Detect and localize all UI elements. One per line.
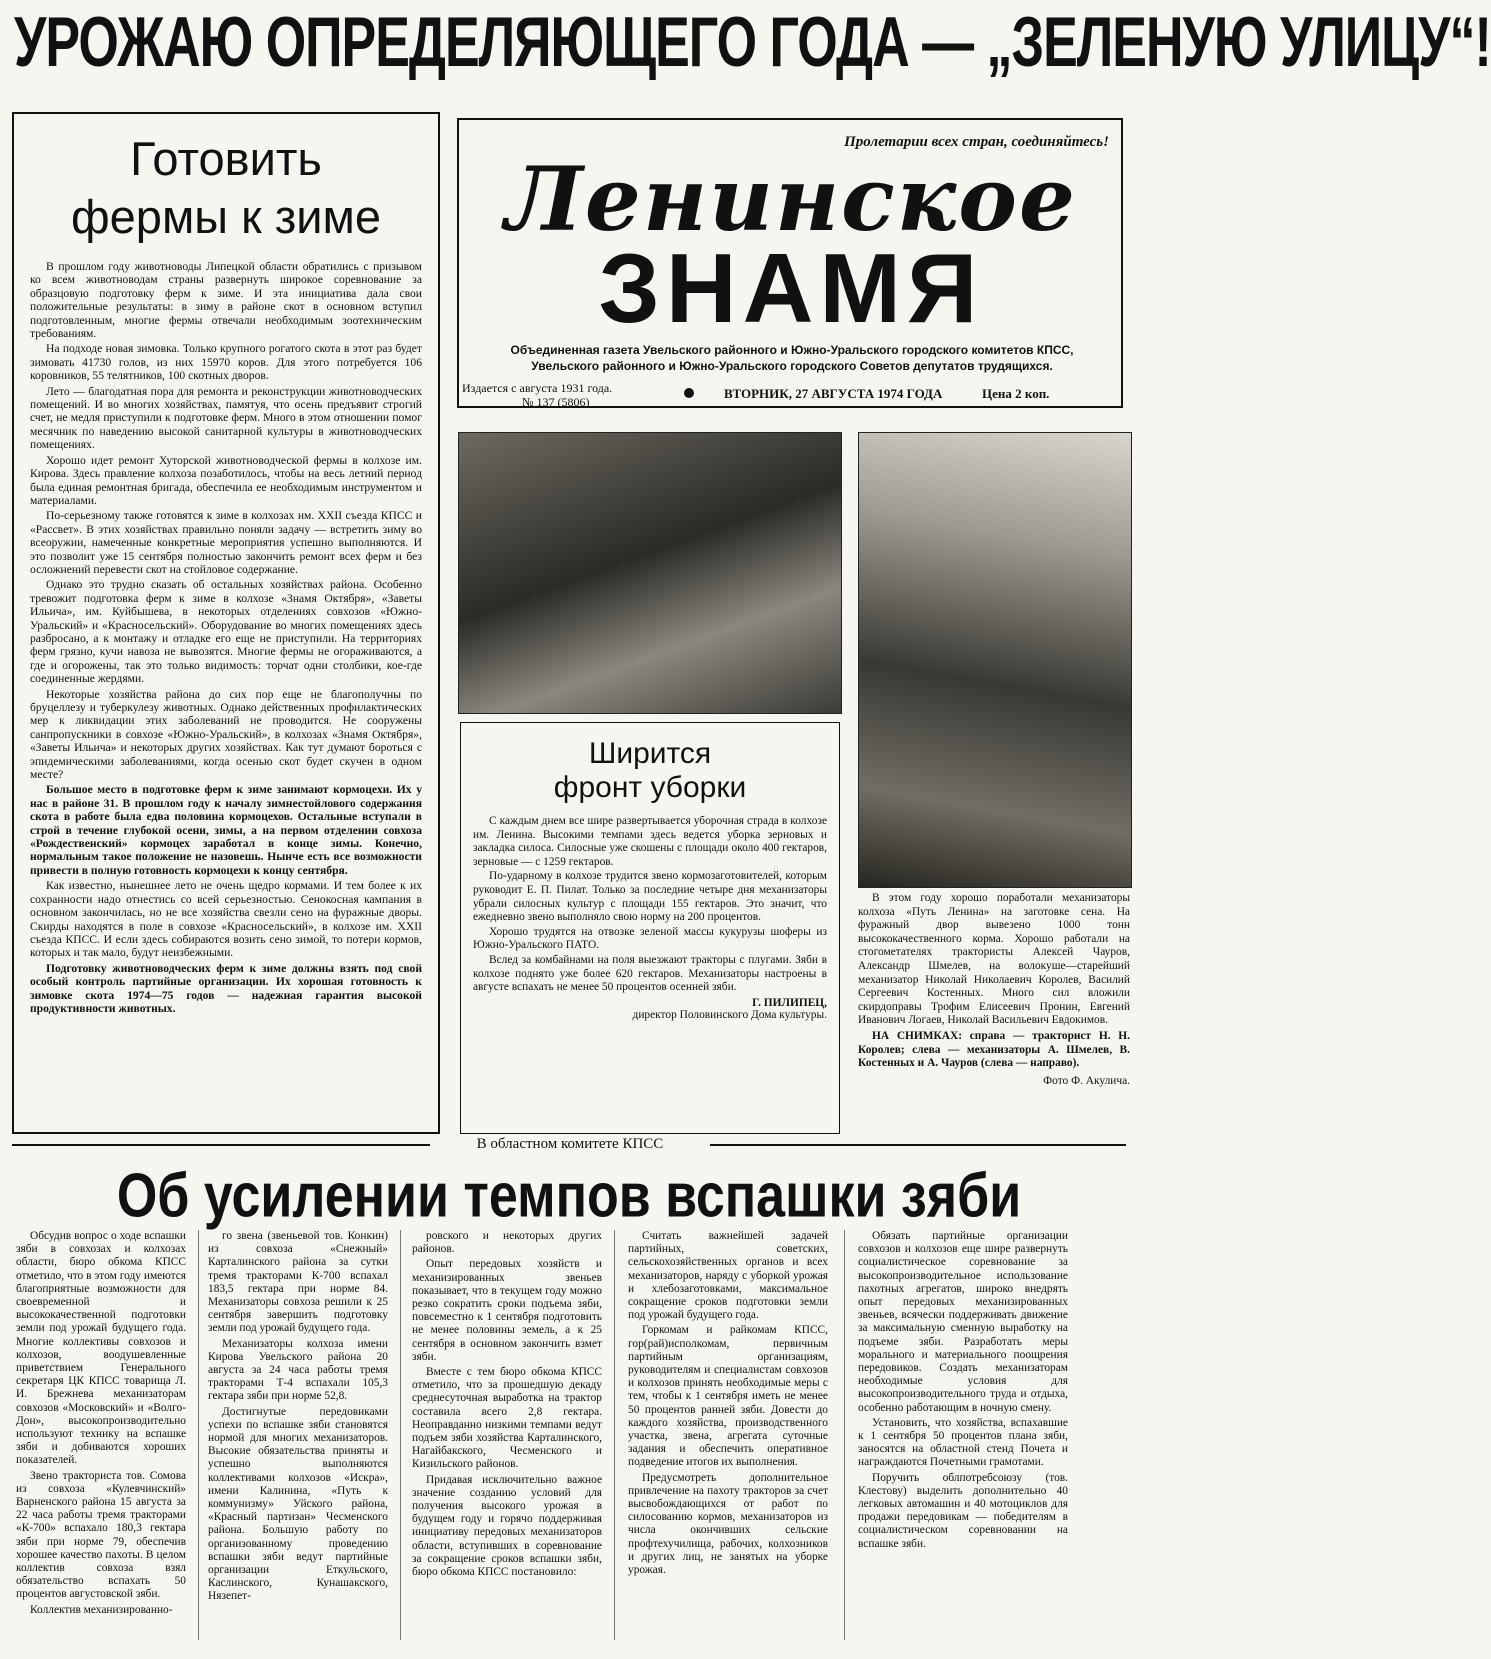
front-page-slogan: УРОЖАЮ ОПРЕДЕЛЯЮЩЕГО ГОДА — „ЗЕЛЕНУЮ УЛИЦУ“! (14, 4, 1491, 83)
article-author-title: директор Половинского Дома культуры. (632, 1008, 827, 1021)
bottom-headline: Об усилении темпов вспашки зяби (116, 1161, 1022, 1231)
column-divider (198, 1230, 199, 1640)
issue-price: Цена 2 коп. (982, 386, 1050, 401)
issue-info-bar (462, 381, 1122, 411)
article-farms-winter (12, 112, 440, 1134)
bullet-icon (684, 388, 694, 398)
article-body: С каждым днем все шире развертывается уборочная страда в колхозе им. Ленина. Высокими темпами здесь ведется уборка зерновых и закладка силоса. Силосные уже скошены с площади около 400 гектаров, зерновые — с 1259 гектаров. По-ударному в колхозе трудится звено кормозаготовителей, которым руководит Е. П. Пилат. Только за последние четыре дня механизаторы убрали силосных культур с площади 155 гектаров. Это значит, что ежедневно звено выполняло свою норму на 200 процентов. Хорошо трудятся на отвозке зеленой массы кукурузы шоферы из Южно-Уральского ПАТО. Вслед за комбайнами на поля выезжают тракторы с плугами. Зяби в колхозе поднято уже более 620 гектаров. Механизаторы настроены в августе вспахать не менее 50 процентов осенней зяби. (473, 815, 827, 994)
text-column: Обсудив вопрос о ходе вспашки зяби в совхозах и колхозах области, бюро обкома КПСС отметило, что в этом году имеются благоприятные возможности для своевременной и высококачественной подготовки земли под урожай будущего года. Многие коллективы совхозов и колхозов, воодушевленные приветствием Генерального секретаря ЦК КПСС товарища Л. И. Брежнева механизаторам совхозов «Московский» и «Волго-Дон», высокопроизводительно используют технику на вспашке зяби и добиваются хороших показателей. Звено тракториста тов. Сомова из совхоза «Кулевчинский» Варненского района 15 августа за 22 часа работы тремя тракторами «К-700» вспахало 180,3 гектара зяби при норме 79, обеспечив хорошее качество пахоты. В целом коллектив совхоза взял обязательство вспахать 50 процентов августовской зяби. Коллектив механизированно- (16, 1230, 186, 1616)
article-harvest-front (460, 722, 840, 1134)
masthead-title-line1: Ленинское (505, 147, 1077, 251)
issue-date: ВТОРНИК, 27 АВГУСТА 1974 ГОДА (724, 386, 943, 401)
masthead-title-line2: ЗНАМЯ (598, 233, 984, 343)
text-column: Считать важнейшей задачей партийных, советских, сельскохозяйственных органов и всех механизаторов, наряду с уборкой урожая и хлебозаготовками, максимальное сокращение сроков подготовки земли под урожай будущего года. Горкомам и райкомам КПСС, гор(рай)исполкомам, первичным партийным организациям, руководителям и специалистам совхозов и колхозов принять необходимые меры с тем, чтобы к 1 сентября иметь не менее 50 процентов ранней зяби. Довести до каждого хозяйства, производственного участка, звена, агрегата суточные задания и обеспечить оперативное подведение итогов их выполнения. Предусмотреть дополнительное привлечение на пахоту тракторов за счет высвобождающихся от работ по силосованию кормов, механизаторов из числа окончивших сельские профтехучилища, рабочих, колхозников и других лиц, не занятых на уборке урожая. (628, 1230, 828, 1577)
masthead (457, 118, 1123, 408)
resolution-columns (16, 1230, 1126, 1650)
issue-number: № 137 (5806) (522, 395, 590, 409)
article-body: В прошлом году животноводы Липецкой области обратились с призывом ко всем животноводам страны развернуть широкое соревнование за образцовую подготовку ферм к зиме. И эта инициатива дала свои положительные результаты: в зиму в районе скот в основном вступил подготовленным, многие фермы отвечали необходимым зоотехническим требованиям. На подходе новая зимовка. Только крупного рогатого скота в этот раз будет зимовать 41730 голов, из них 15970 коров. Для этого потребуется 106 коровников, 55 телятников, 100 скотных дворов. Лето — благодатная пора для ремонта и реконструкции животноводческих помещений. И во многих хозяйствах, памятуя, что осень предъявит строгий счет, не медля приступили к подготовке ферм. Много в этом отношении помог месячник по наведению высокой санитарной культуры в животноводческих помещениях. Хорошо идет ремонт Хуторской животноводческой фермы в колхозе им. Кирова. Здесь правление колхоза позаботилось, чтобы на весь летний период была единая ремонтная бригада, обеспечила ее необходимым инструментом и материалами. По-серьезному также готовятся к зиме в колхозах им. XXII съезда КПСС и «Рассвет». В этих хозяйствах правильно поняли задачу — встретить зиму во всеоружии, намеченные конкретные мероприятия успешно выполняются. И это позволит уже 15 сентября полностью закончить ремонт всех ферм и без осложнений перевести скот на стойловое содержание. Однако это трудно сказать об остальных хозяйствах района. Особенно тревожит подготовка ферм к зиме в колхозе «Знамя Октября», «Заветы Ильича», им. Куйбышева, в некоторых отделениях совхозов «Южно-Уральский» и «Красносельский». Оборудование во многих помещениях здесь разбросано, а к монтажу и отладке его еще не приступили. На территориях ферм грязно, кучи навоза не вывозятся. Многие фермы не огораживаются, а где и огорожены, так это только видимость: торчат одни столбики, кое-где соединенные жердями. Некоторые хозяйства района до сих пор еще не благополучны по бруцеллезу и туберкулезу животных. Однако действенных профилактических мер к ликвидации этих заболеваний не проводится. Не сооружены санпропускники в совхозе «Южно-Уральский», в колхозах «Знамя Октября», «Заветы Ильича» и некоторых других хозяйствах. Как тут думают бороться с эпидемическими заболеваниями, когда осенью скот будет скучен в одном месте? Большое место в подготовке ферм к зиме занимают кормоцехи. Их у нас в районе 31. В прошлом году к началу зимнестойлового содержания скота в работе была едва половина кормоцехов. Остальные вступали в строй в течение глубокой осени, зимы, а на первом отделении совхоза «Рождественский» кормоцех заработал в конце зимы. Конечно, нормальным такое положение не назовешь. Нынче есть все возможности привести в полную готовность кормоцехи к концу сентября. Как известно, нынешнее лето не очень щедро кормами. И тем более к их сохранности надо отнестись со всей серьезностью. Сенокосная кампания в основном закончилась, но не все хозяйства свезли сено на фуражные дворы. Скирды находятся в поле в совхозе «Красносельский», в колхозе им. XXII съезда КПСС. И если здесь собираются возить сено зимой, то потери кормов, которых и так мало, будут неизбежными. Подготовку животноводческих ферм к зиме должны взять под свой особый контроль партийные организации. Их хорошая готовность к зимовке скота 1974—75 годов — надежная гарантия высокой продуктивности животных. (30, 260, 422, 1015)
photo-mechanizers-group (458, 432, 842, 714)
masthead-subtitle: Объединенная газета Увельского районного и Южно-Уральского городского комитетов КПСС, Увельского районного и Южно-Уральского городского Советов депутатов трудящихся. (510, 343, 1074, 373)
article-title: Готовить фермы к зиме (71, 132, 381, 243)
text-column: го звена (звеньевой тов. Конкин) из совхоза «Снежный» Карталинского района за сутки тремя тракторами К-700 вспахал 183,5 гектара при норме 84. Механизаторы совхоза решили к 25 сентября завершить подготовку земли под урожай будущего года. Механизаторы колхоза имени Кирова Увельского района 20 августа за 24 часа работы тремя тракторами Т-4 вспахали 105,3 гектара зяби при норме 52,8. Достигнутые передовиками успехи по вспашке зяби становятся нормой для многих механизаторов. Высокие обязательства приняты и успешно выполняются коллективами колхозов «Искра», имени Калинина, «Путь к коммунизму» Уйского района, «Красный партизан» Чесменского района. Большую работу по организованному проведению вспашки зяби ведут партийные организации Еткульского, Каслинского, Кунашакского, Нязепет- (208, 1230, 388, 1603)
masthead-motto: Пролетарии всех стран, соединяйтесь! (844, 134, 1109, 150)
column-divider (844, 1230, 845, 1640)
article-author: Г. ПИЛИПЕЦ, (752, 996, 827, 1009)
column-divider (614, 1230, 615, 1640)
photo-tractor-driver (858, 432, 1132, 888)
section-rubric: В областном комитете КПСС (430, 1136, 710, 1153)
photo-credit: Фото Ф. Акулича. (1043, 1074, 1130, 1087)
publication-since: Издается с августа 1931 года. (462, 381, 613, 395)
text-column: ровского и некоторых других районов. Опыт передовых хозяйств и механизированных звеньев показывает, что в текущем году можно резко сократить сроки подъема зяби, повсеместно к 1 сентября подготовить не менее половины земель, а к 25 сентября в основном закончить взмет зяби. Вместе с тем бюро обкома КПСС отметило, что за прошедшую декаду среднесуточная выработка на трактор составила всего 2,8 гектара. Неоправданно низкими темпами ведут подъем зяби хозяйства Карталинского, Нагайбакского, Чесменского и Кизильского районов. Придавая исключительно важное значение созданию условий для получения высокого урожая в будущем году и горячо поддерживая инициативу передовых механизаторов области, вступивших в соревнование за сокращение сроков вспашки зяби, бюро обкома КПСС постановило: (412, 1230, 602, 1579)
text-column: Обязать партийные организации совхозов и колхозов еще шире развернуть социалистическое соревнование за высокопроизводительное использование пахотных агрегатов, широко внедрять опыт передовых механизированных звеньев, всячески поддерживать движение за максимальную сменную выработку на подъеме зяби. Разработать меры морального и материального поощрения передовиков. Создать механизаторам необходимые условия для высокопроизводительного труда и отдыха, особенно работающим в ночную смену. Установить, что хозяйства, вспахавшие к 1 сентября 50 процентов плана зяби, заносятся на областной стенд Почета и награждаются Почетными грамотами. Поручить облпотребсоюзу (тов. Клестову) выделить дополнительно 40 легковых автомашин и 40 мотоциклов для продажи передовикам — победителям в социалистическом соревновании на вспашке зяби. (858, 1230, 1068, 1550)
column-divider (400, 1230, 401, 1640)
photo-caption: В этом году хорошо поработали механизаторы колхоза «Путь Ленина» на заготовке сена. На фуражный двор вывезено 1000 тонн высококачественного корма. Хорошо работали на стогометателях трактористы Алексей Чауров, Александр Шмелев, на волокуше—старейший механизатор Николай Николаевич Королев, Василий Сергеевич Костенных. Много сил вложили скирдоправы Трофим Елисеевич Пронин, Евгений Иванович Логаев, Николай Васильевич Евдокимов. НА СНИМКАХ: справа — тракторист Н. Н. Королев; слева — механизаторы А. Шмелев, В. Костенных и А. Чауров (слева — направо). Фото Ф. Акулича. (858, 892, 1130, 1087)
article-title: Ширится фронт уборки (553, 737, 747, 804)
